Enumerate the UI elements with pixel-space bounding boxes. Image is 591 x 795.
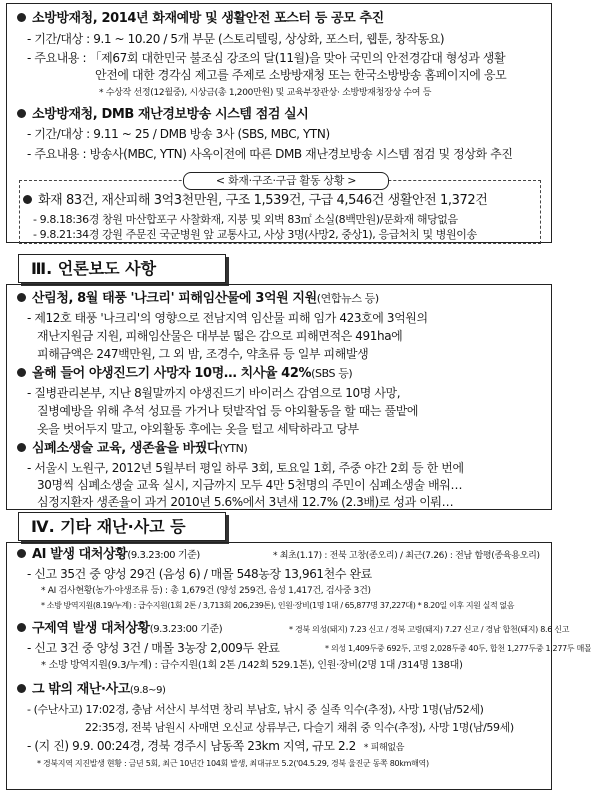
fmd-line2: * 소방 방역지원(9.3/누계) : 급수지원(1회 2톤 /142회 529.1톤), 인원·장비(2명 1대 /314명 138대) <box>41 660 463 671</box>
other-title: 그 밖의 재난·사고(9.8~9) <box>17 682 166 698</box>
situation-event-traffic: - 9.8.21:34경 강원 주문진 국군병원 앞 교통사고, 사상 3명(사망2, 중상1), 응급처치 및 병원이송 <box>33 228 477 241</box>
bullet-dot-icon <box>17 13 26 22</box>
ai-line3: * 소방 방역지원(8.19/누계) : 급수지원(1회 2톤 / 3,713회 206,239톤), 인원·장비(1명 1대 / 65,877명 37,227대) * 8.20일 이후 지원 실적 없음 <box>41 601 515 610</box>
forestry-line2: 재난지원금 지원, 피해임산물은 대부분 떫은 감으로 피해면적은 491ha에 <box>37 329 403 343</box>
other-line2: 22:35경, 전북 남원시 사매면 오신교 상류부근, 다슬기 채취 중 익수(추정), 사망 1명(남/59세) <box>85 721 514 734</box>
poster-content-cont: 안전에 대한 경각심 제고를 주제로 소방방재청 또는 한국소방방송 홈페이지에 응모 <box>95 68 507 82</box>
fmd-line1-note: * 의성 1,409두중 692두, 고령 2,028두중 40두, 합천 1,277두중 1,277두 매몰 <box>325 644 591 653</box>
media-item-forestry: 산림청, 8월 태풍 '나크리' 피해임산물에 3억원 지원(연합뉴스 등) <box>17 291 379 306</box>
bullet-dot-icon <box>17 549 26 558</box>
poster-content: - 주요내용 : 「제67회 대한민국 불조심 강조의 달(11월)을 맞아 국민의 안전경감대 형성과 생활 <box>27 51 506 65</box>
other-line3: - (지 진) 9.9. 00:24경, 경북 경주시 남동쪽 23km 지역, 규모 2.2 * 피해없음 <box>27 739 405 753</box>
bullet-dot-icon <box>23 195 32 204</box>
poster-note: * 수상작 선정(12월중), 시상금(총 1,200만원) 및 교육부장관상· 소방방재청장상 수여 등 <box>99 88 432 98</box>
bullet-dot-icon <box>17 109 26 118</box>
situation-stats: 화재 83건, 재산피해 3억3천만원, 구조 1,539건, 구급 4,546건 생활안전 1,372건 <box>23 193 487 208</box>
section-header-media: Ⅲ. 언론보도 사항 <box>18 254 226 283</box>
bullet-dot-icon <box>17 623 26 632</box>
other-line1: - (수난사고) 17:02경, 충남 서산시 부석면 창리 부남호, 낚시 중 실족 익수(추정), 사망 1명(남/52세) <box>27 703 484 716</box>
ai-note: * 최초(1.17) : 전북 고창(종오리) / 최근(7.26) : 전남 함평(종육용오리) <box>273 551 540 561</box>
bullet-dot-icon <box>17 293 26 302</box>
notice-box <box>6 3 552 243</box>
other-line4: * 경북지역 지진발생 현황 : 금년 5회, 최근 10년간 104회 발생, 최대규모 5.2('04.5.29, 경북 울진군 동쪽 80km해역) <box>37 759 429 768</box>
media-item-tick: 올해 들어 야생진드기 사망자 10명… 치사율 42%(SBS 등) <box>17 366 352 381</box>
dmb-content: - 주요내용 : 방송사(MBC, YTN) 사옥이전에 따른 DMB 재난경보방송 시스템 점검 및 정상화 추진 <box>27 147 513 161</box>
other-box <box>6 542 591 790</box>
media-item-cpr: 심폐소생술 교육, 생존율을 바꿨다(YTN) <box>17 441 247 456</box>
bullet-dot-icon <box>17 684 26 693</box>
dmb-period: - 기간/대상 : 9.11 ~ 25 / DMB 방송 3사 (SBS, MBC, YTN) <box>27 127 330 141</box>
tick-line2: 질병예방을 위해 추석 성묘를 가거나 텃밭작업 등 야외활동을 할 때는 풀밭에 <box>37 404 419 418</box>
media-box <box>6 284 552 510</box>
poster-period: - 기간/대상 : 9.1 ~ 10.20 / 5개 부문 (스토리텔링, 상상화, 포스터, 웹툰, 창작동요) <box>27 32 445 46</box>
ai-line1: - 신고 35건 중 양성 29건 (음성 6) / 매몰 548농장 13,961천수 완료 <box>27 567 372 581</box>
fmd-title: 구제역 발생 대처상황(9.3.23:00 기준) <box>17 621 222 637</box>
forestry-line3: 피해금액은 247백만원, 그 외 밤, 조경수, 약초류 등 일부 피해발생 <box>37 347 369 361</box>
bullet-fire-poster: 소방방재청, 2014년 화재예방 및 생활안전 포스터 등 공모 추진 <box>17 11 384 26</box>
ai-title: AI 발생 대처상황(9.3.23:00 기준) <box>17 547 200 563</box>
tick-line3: 옷을 벗어두지 말고, 야외활동 후에는 옷을 털고 세탁하라고 당부 <box>37 422 359 436</box>
bullet-dot-icon <box>17 443 26 452</box>
ai-line2: * AI 검사현황(농가·야생조류 등) : 총 1,679건 (양성 259건, 음성 1,417건, 검사중 3건) <box>41 586 371 596</box>
situation-event-fire: - 9.8.18:36경 창원 마산합포구 사찰화재, 지붕 및 외벽 83㎡ 소실(8백만원)/문화재 해당없음 <box>33 213 458 226</box>
cpr-line1: - 서울시 노원구, 2012년 5월부터 평일 하루 3회, 토요일 1회, 주중 야간 2회 등 한 번에 <box>27 461 464 475</box>
bullet-dot-icon <box>17 368 26 377</box>
bullet-dmb: 소방방재청, DMB 재난경보방송 시스템 점검 실시 <box>17 107 308 122</box>
tick-line1: - 질병관리본부, 지난 8월말까지 야생진드기 바이러스 감염으로 10명 사망, <box>27 386 401 400</box>
section-header-other: Ⅳ. 기타 재난·사고 등 <box>18 512 226 541</box>
cpr-line3: 심정지환자 생존율이 과거 2010년 5.6%에서 3년새 12.7% (2.3배)로 성과 이뤄… <box>37 495 454 509</box>
forestry-line1: - 제12호 태풍 '나크리'의 영향으로 전남지역 임산물 피해 임가 423호에 3억원의 <box>27 311 428 325</box>
situation-label: < 화재·구조·구급 활동 상황 > <box>183 172 389 190</box>
fmd-note: * 경북 의성(돼지) 7.23 신고 / 경북 고령(돼지) 7.27 신고 / 경남 합천(돼지) 8.6 신고 <box>289 625 570 634</box>
cpr-line2: 30명씩 심폐소생술 교육 실시, 지금까지 모두 4만 5천명의 주민이 심폐소생술 배워… <box>37 478 463 492</box>
fmd-line1: - 신고 3건 중 양성 3건 / 매몰 3농장 2,009두 완료 <box>27 641 280 655</box>
